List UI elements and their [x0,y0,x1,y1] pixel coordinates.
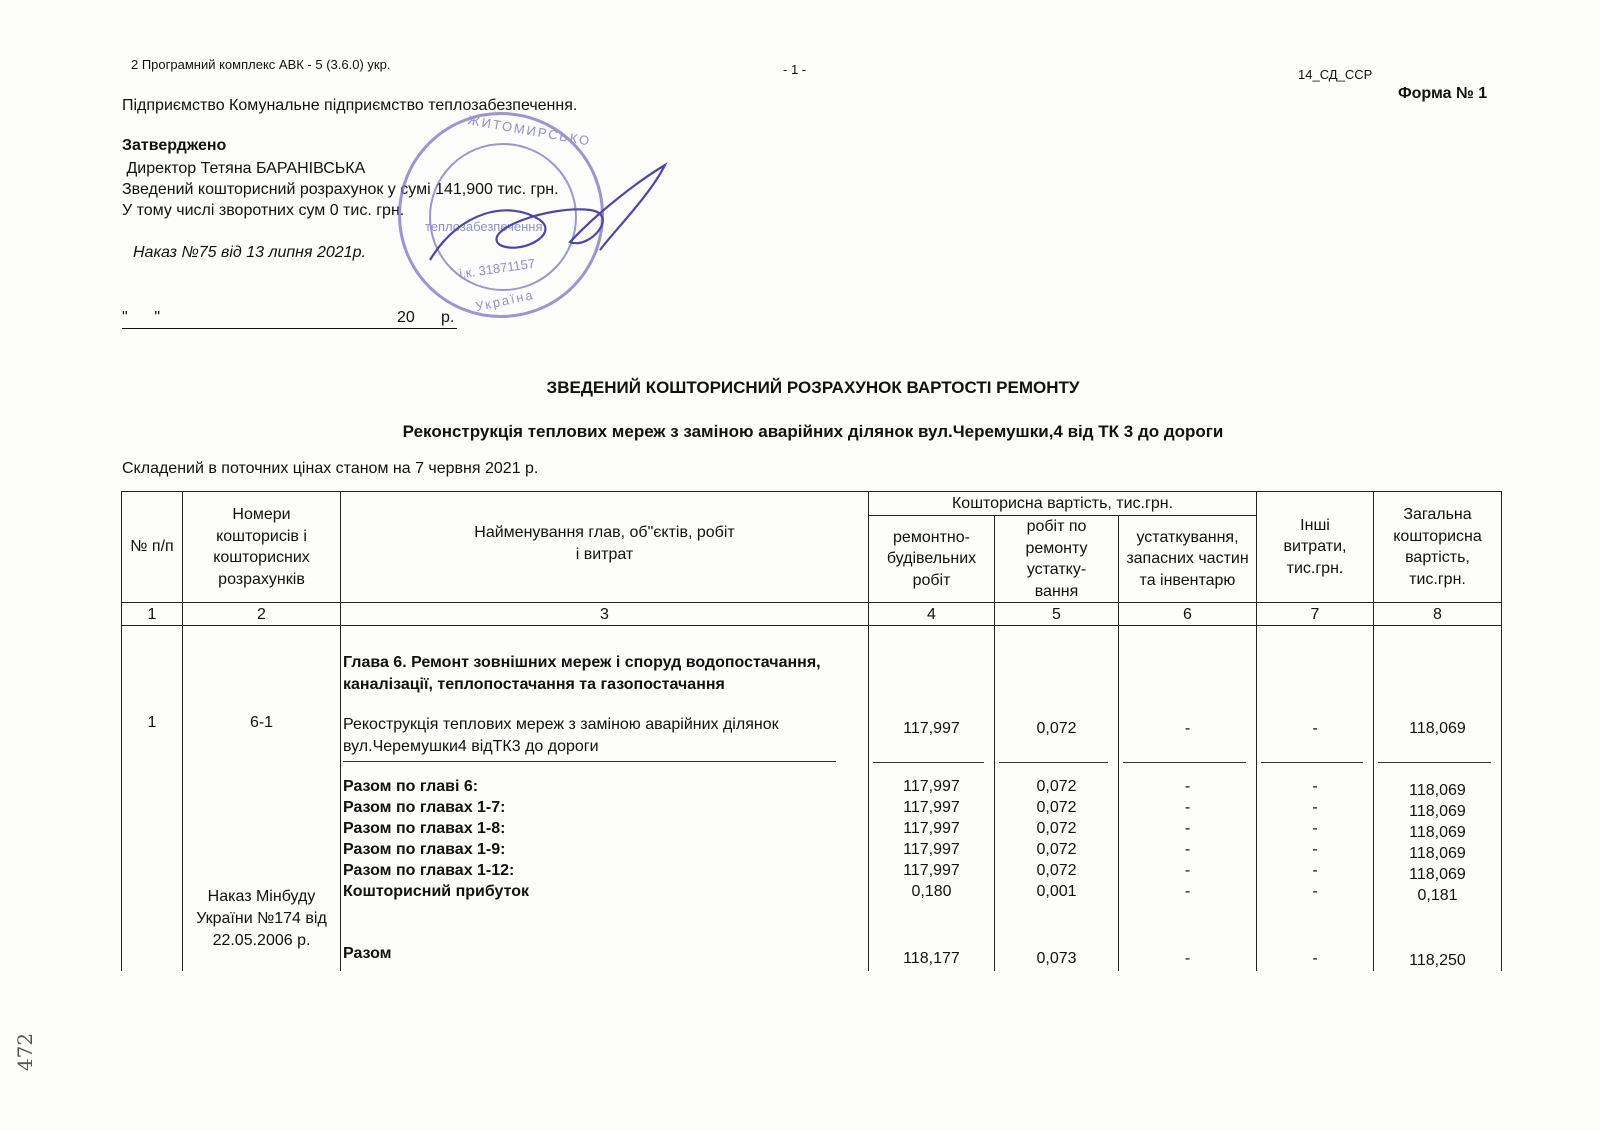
header-name: Найменування глав, об"єктів, робіт і витрат [341,492,869,603]
document-subtitle: Реконструкція теплових мереж з заміною аварійних ділянок вул.Черемушки,4 від ТК 3 до дороги [402,422,1224,441]
header-construction: ремонтно-будівельних робіт [869,516,995,603]
divider [1261,762,1363,763]
program-name: 2 Програмний комплекс АВК - 5 (3.6.0) укр. [131,57,391,72]
col-index: 6 [1119,603,1257,626]
col-index: 2 [183,603,341,626]
header-row-1 [122,492,1502,516]
margin-note: 472 [13,1032,38,1072]
total-c8: 0,181 [1417,887,1458,905]
total-c4: 117,997 [903,820,960,838]
total-label: Кошторисний прибуток [343,883,530,901]
table-row [122,626,1502,972]
col-index: 3 [341,603,869,626]
divider [1378,762,1491,763]
stamp-bottom-text: Україна [474,286,536,315]
total-c6: - [1184,862,1191,880]
col-index: 1 [122,603,183,626]
date-year: 20 [397,309,415,326]
grand-c7: - [1312,950,1318,968]
total-label: Разом по главах 1-9: [343,841,506,859]
total-c5: 0,072 [1036,778,1077,796]
total-c5: 0,072 [1036,799,1077,817]
total-c6: - [1184,799,1191,817]
column-index-row [122,603,1502,626]
prices-note: Складений в поточних цінах станом на 7 червня 2021 р. [122,460,539,477]
total-c4: 117,997 [903,862,960,880]
total-c5: 0,072 [1036,841,1077,859]
grand-c8: 118,250 [1409,952,1466,970]
col-index: 8 [1374,603,1502,626]
header-estimates: Номери кошторисів і кошторисних розрахунків [183,492,341,603]
document-title: ЗВЕДЕНИЙ КОШТОРИСНИЙ РОЗРАХУНОК ВАРТОСТІ РЕМОНТУ [546,378,1080,397]
total-label: Разом по главах 1-7: [343,799,506,817]
row-c7: - [1312,720,1318,738]
sum-line: Зведений кошторисний розрахунок у сумі 141,900 тис. грн. [122,181,559,198]
col-index: 7 [1257,603,1374,626]
total-c6: - [1184,820,1191,838]
total-c5: 0,072 [1036,820,1077,838]
total-c6: - [1184,883,1191,901]
col-index: 4 [869,603,995,626]
total-c8: 118,069 [1409,782,1466,800]
date-line [122,309,457,329]
enterprise-line: Підприємство Комунальне підприємство теплозабезпечення. [122,97,578,114]
total-c4: 117,997 [903,841,960,859]
total-c7: - [1312,778,1318,796]
total-c6: - [1184,778,1191,796]
stamp-top-text: ЖИТОМИРСЬКО [466,112,593,149]
total-c7: - [1312,799,1318,817]
form-number: Форма № 1 [1398,85,1488,102]
col-index: 5 [995,603,1119,626]
object-name: Рекострукція теплових мереж з заміною аварійних ділянок вул.Черемушки4 відТК3 до дороги [343,716,779,755]
row-c6: - [1184,720,1191,738]
total-label: Разом по главі 6: [343,778,479,796]
date-r: р. [441,309,455,326]
order-line: Наказ №75 від 13 липня 2021р. [133,244,366,261]
page-number: - 1 - [783,62,807,77]
signature-icon [400,150,680,280]
grand-c5: 0,073 [1036,950,1077,968]
return-sum-line: У тому числі зворотних сум 0 тис. грн. [122,202,405,219]
row-c5: 0,072 [1036,720,1077,738]
total-c6: - [1184,841,1191,859]
row-c4: 117,997 [903,720,960,738]
grand-c4: 118,177 [903,950,960,968]
grand-total-label: Разом [343,945,392,963]
header-total: Загальна кошторисна вартість, тис.грн. [1374,492,1502,603]
total-c5: 0,072 [1036,862,1077,880]
total-c7: - [1312,883,1318,901]
header-other: Інші витрати, тис.грн. [1257,492,1374,603]
total-c7: - [1312,841,1318,859]
approved-label: Затверджено [122,137,227,154]
total-label: Разом по главах 1-8: [343,820,506,838]
document-code: 14_СД_ССР [1298,67,1373,82]
total-c8: 118,069 [1409,845,1466,863]
total-c5: 0,001 [1036,883,1077,901]
row-estimate: 6-1 [249,714,274,732]
divider [343,761,836,762]
stamp-code-text: і.к. 31871157 [458,255,536,282]
total-c4: 0,180 [911,883,952,901]
total-label: Разом по главах 1-12: [343,862,515,880]
total-c7: - [1312,820,1318,838]
total-c8: 118,069 [1409,824,1466,842]
stamp-middle-text: теплозабезпечення [425,219,543,234]
chapter-title: Глава 6. Ремонт зовнішних мереж і споруд водопостачання, каналізації, теплопостачання та газопостачання [343,654,821,693]
divider [999,762,1108,763]
total-c8: 118,069 [1409,866,1466,884]
order-reference: Наказ Мінбуду України №174 від 22.05.2006 р. [196,888,327,949]
divider [873,762,984,763]
header-num: № п/п [122,492,183,603]
header-equipment-repair: робіт по ремонту устатку-вання [995,516,1119,603]
divider [1123,762,1246,763]
header-cost-group: Кошторисна вартість, тис.грн. [869,492,1257,516]
total-c8: 118,069 [1409,803,1466,821]
date-quotes: " " [122,309,161,326]
header-equipment: устаткування, запасних частин та інвентарю [1119,516,1257,603]
total-c4: 117,997 [903,799,960,817]
total-c4: 117,997 [903,778,960,796]
row-c8: 118,069 [1409,720,1466,738]
estimate-table [121,491,1502,971]
grand-c6: - [1184,950,1191,968]
total-c7: - [1312,862,1318,880]
row-num: 1 [147,714,157,732]
director-line: Директор Тетяна БАРАНІВСЬКА [122,160,366,177]
